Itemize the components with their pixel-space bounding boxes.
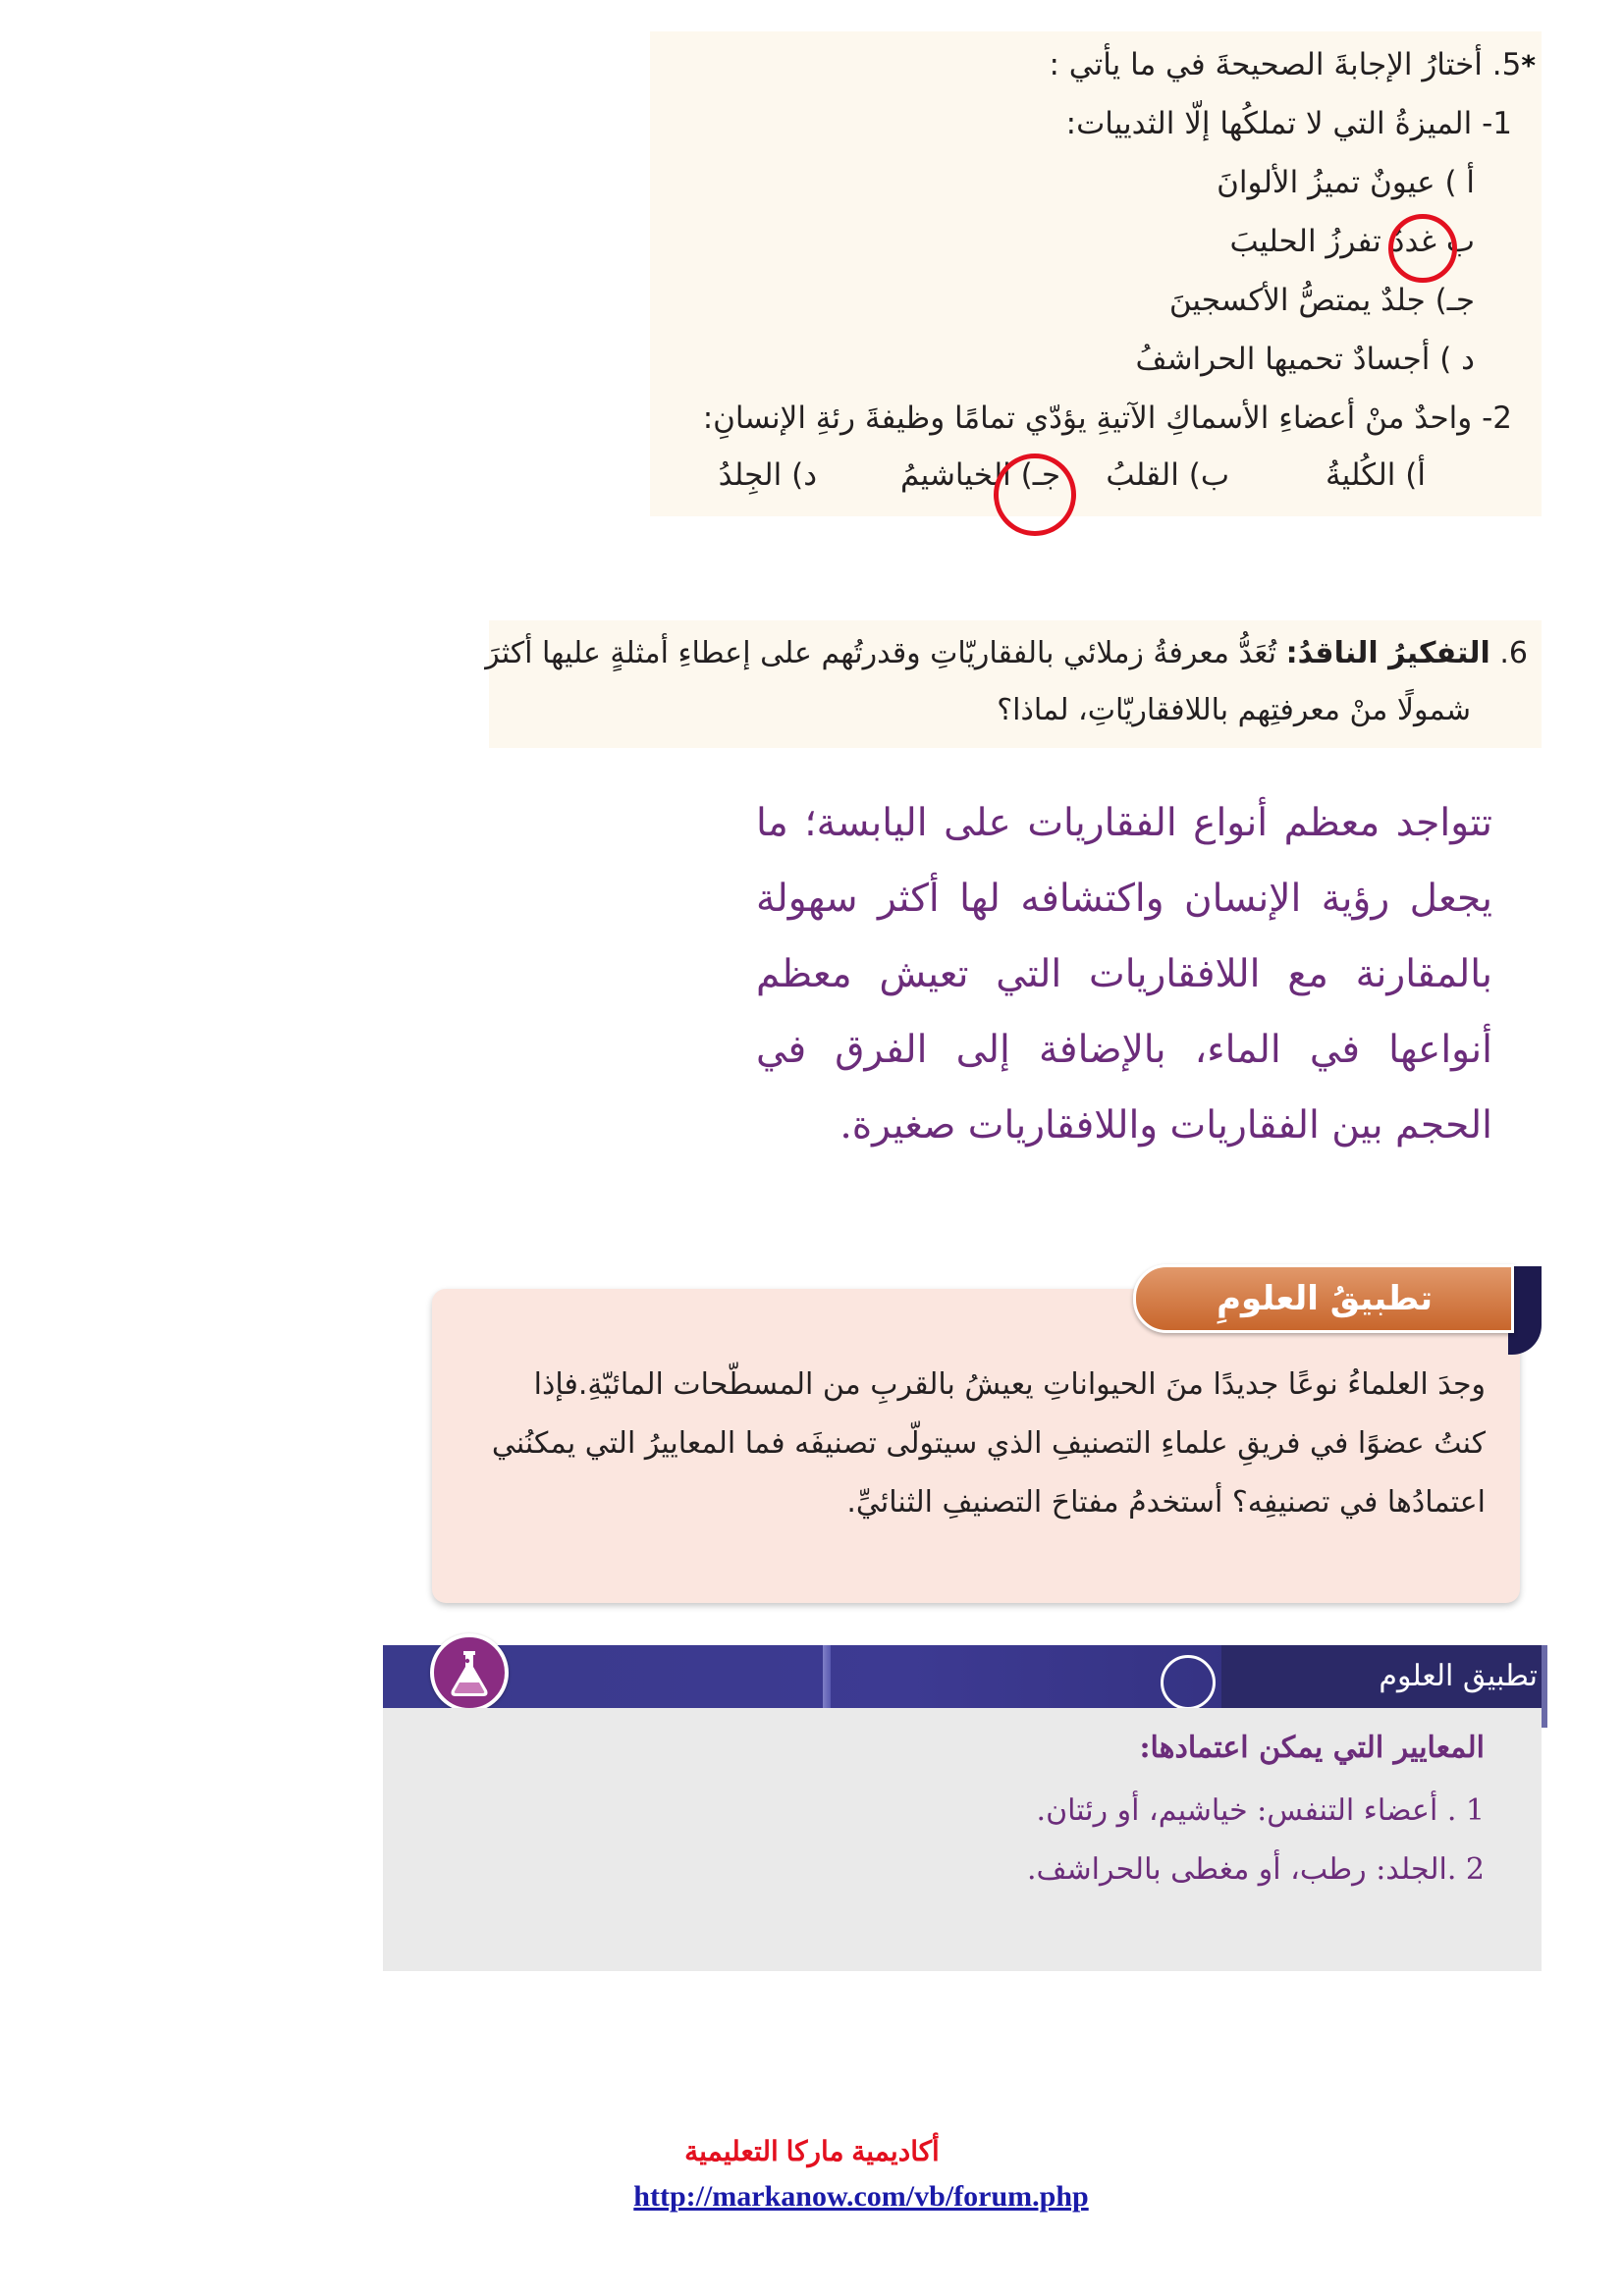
option-5-1-c[interactable] [1169, 281, 1475, 320]
option-label: ب [1445, 224, 1475, 259]
question-6-line-2 [997, 691, 1471, 730]
option-text: عيونٌ تميزُ الألوانَ [1217, 165, 1435, 200]
science-answer-item-1: 1 . أعضاء التنفس: خياشيم، أو رئتان. [1036, 1793, 1485, 1828]
header-title-area [1221, 1645, 1547, 1708]
option-text: الجِلدُ [718, 457, 783, 493]
option-5-2-b[interactable] [1106, 455, 1229, 495]
option-text: القلبُ [1106, 457, 1179, 493]
science-answer-body [383, 1708, 1542, 1971]
science-answer-item-2: 2 .الجلد: رطب، أو مغطى بالحراشف. [1026, 1852, 1485, 1887]
question-6-heading: التفكيرُ الناقدُ: [1285, 636, 1490, 670]
science-application-line-1: وجدَ العلماءُ نوعًا جديدًا منَ الحيواناتِ يعيشُ بالقربِ من المسطّحات المائيّةِ.فإذا [533, 1367, 1486, 1402]
option-5-2-a[interactable] [1326, 455, 1426, 495]
question-5-1-stem [1066, 104, 1512, 143]
question-6-text-1: تُعَدُّ معرفةُ زملائي بالفقاريّاتِ وقدرتُهم على إعطاءِ أمثلةٍ عليها أكثرَ [485, 636, 1277, 670]
question-6-block [485, 620, 1542, 748]
option-label: أ) [1405, 457, 1426, 493]
option-text: الكُليةُ [1326, 457, 1396, 493]
question-5-1-text: الميزةُ التي لا تملكُها إلّا الثدييات: [1065, 106, 1473, 141]
enrichment-star: * [1521, 49, 1536, 81]
science-answer-header-bar [383, 1645, 1547, 1708]
option-label: جـ) [1020, 457, 1060, 493]
option-text: غددٌ تفرزُ الحليبَ [1229, 224, 1436, 259]
science-application-line-3: اعتمادُها في تصنيفِه؟ أستخدمُ مفتاحَ التصنيفِ الثنائيِّ. [846, 1485, 1486, 1520]
question-6-line-1 [485, 634, 1528, 673]
question-5-header [1049, 45, 1536, 85]
option-label: أ ) [1444, 165, 1475, 200]
selected-answer-circle-5-2 [994, 454, 1076, 536]
option-text: جلدٌ يمتصُّ الأكسجينَ [1168, 283, 1426, 318]
flask-icon [430, 1633, 509, 1712]
option-5-2-d[interactable] [719, 455, 817, 495]
science-answer-title: تطبيق العلوم [1379, 1659, 1538, 1693]
option-label: د) [791, 457, 817, 493]
question-6-number: 6. [1499, 636, 1528, 670]
science-application-card [432, 1289, 1520, 1603]
option-text: الخياشيمُ [899, 457, 1011, 493]
science-application-line-2: كنتُ عضوًا في فريقِ علماءِ التصنيفِ الذي سيتولّى تصنيفَه فما المعاييرُ التي يمكنُني [491, 1426, 1486, 1461]
option-5-1-d[interactable] [1135, 340, 1475, 379]
answer-6-text: تتواجد معظم أنواع الفقاريات على اليابسة؛ ما يجعل رؤية الإنسان واكتشافه لها أكثر سهولة بالمقارنة مع اللافقاريات التي تعيش معظم أنواعها في الماء، بالإضافة إلى الفرق في الحجم بين الفقاريات واللافقاريات صغيرة. [756, 801, 1492, 1148]
option-text: أجسادٌ تحميها الحراشفُ [1135, 342, 1431, 377]
footer-academy-name: أكاديمية ماركا التعليمية [684, 2136, 940, 2166]
question-6-text-2: شمولًا منْ معرفتِهم باللافقاريّاتِ، لماذا؟ [997, 693, 1471, 727]
option-5-1-a[interactable] [1217, 163, 1475, 202]
footer-link[interactable]: http://markanow.com/vb/forum.php [633, 2180, 1089, 2213]
header-edge-strip [1542, 1645, 1547, 1728]
option-label: جـ) [1435, 283, 1475, 318]
header-divider [823, 1645, 831, 1708]
science-answer-heading: المعايير التي يمكن اعتمادها: [1139, 1731, 1485, 1765]
question-5-2-stem [703, 399, 1512, 438]
science-application-tab [1133, 1264, 1514, 1333]
option-label: ب) [1188, 457, 1229, 493]
question-5-prompt: أختارُ الإجابةَ الصحيحةَ في ما يأتي : [1049, 47, 1483, 82]
selected-answer-circle-5-1 [1388, 214, 1457, 283]
ring-icon [1161, 1655, 1216, 1710]
question-5-2-text: واحدٌ منْ أعضاءِ الأسماكِ الآتيةِ يؤدّي تمامًا وظيفةَ رئةِ الإنسانِ: [702, 400, 1473, 436]
science-application-title: تطبيقُ العلومِ [1217, 1279, 1433, 1318]
question-5-number: 5. [1491, 47, 1522, 82]
option-label: د ) [1439, 342, 1475, 377]
question-5-2-number: 2- [1482, 400, 1512, 436]
question-5-1-number: 1- [1482, 106, 1512, 141]
